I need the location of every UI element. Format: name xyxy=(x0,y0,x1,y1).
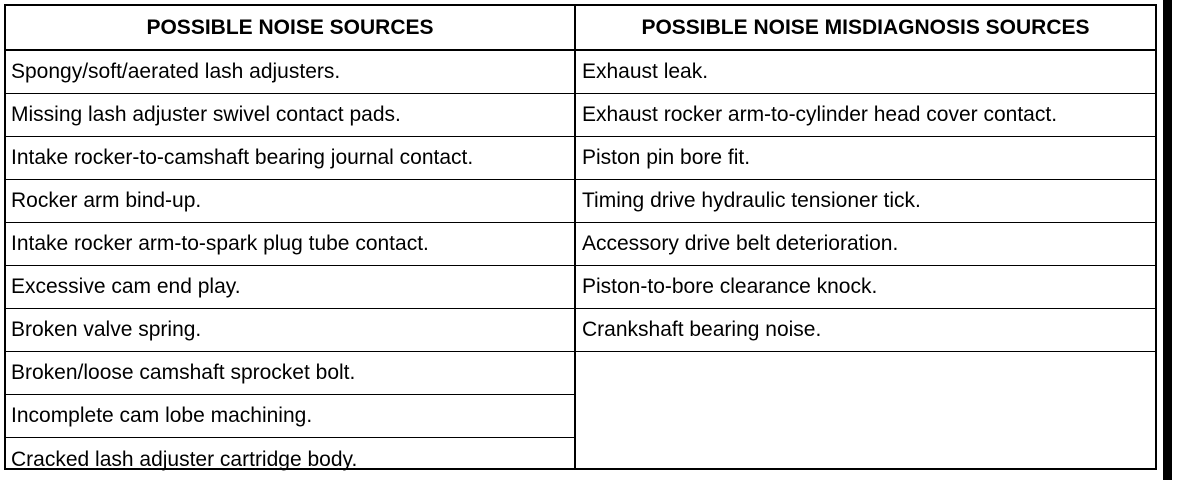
misdiagnosis-source-row: Exhaust rocker arm-to-cylinder head cover contact. xyxy=(576,94,1155,137)
noise-source-row: Missing lash adjuster swivel contact pads. xyxy=(6,94,574,137)
noise-source-row: Cracked lash adjuster cartridge body. xyxy=(11,447,358,471)
noise-source-row: Spongy/soft/aerated lash adjusters. xyxy=(6,51,574,94)
misdiagnosis-source-row: Timing drive hydraulic tensioner tick. xyxy=(576,180,1155,223)
misdiagnosis-source-row: Crankshaft bearing noise. xyxy=(576,309,1155,352)
misdiagnosis-source-row: Exhaust leak. xyxy=(576,51,1155,94)
misdiagnosis-sources-header: POSSIBLE NOISE MISDIAGNOSIS SOURCES xyxy=(576,6,1155,51)
misdiagnosis-source-row: Piston-to-bore clearance knock. xyxy=(576,266,1155,309)
noise-sources-header: POSSIBLE NOISE SOURCES xyxy=(6,6,574,51)
noise-source-row: Rocker arm bind-up. xyxy=(6,180,574,223)
noise-sources-table xyxy=(4,4,1157,470)
page-edge-bar xyxy=(1163,0,1172,480)
misdiagnosis-sources-column xyxy=(576,6,1155,468)
noise-source-row: Excessive cam end play. xyxy=(6,266,574,309)
noise-source-row: Broken valve spring. xyxy=(6,309,574,352)
noise-source-row: Broken/loose camshaft sprocket bolt. xyxy=(6,352,574,395)
misdiagnosis-source-row: Piston pin bore fit. xyxy=(576,137,1155,180)
noise-source-row: Incomplete cam lobe machining. xyxy=(6,395,574,438)
misdiagnosis-source-row: Accessory drive belt deterioration. xyxy=(576,223,1155,266)
noise-source-row: Intake rocker-to-camshaft bearing journal contact. xyxy=(6,137,574,180)
noise-sources-column xyxy=(6,6,576,471)
noise-source-row: Intake rocker arm-to-spark plug tube contact. xyxy=(6,223,574,266)
